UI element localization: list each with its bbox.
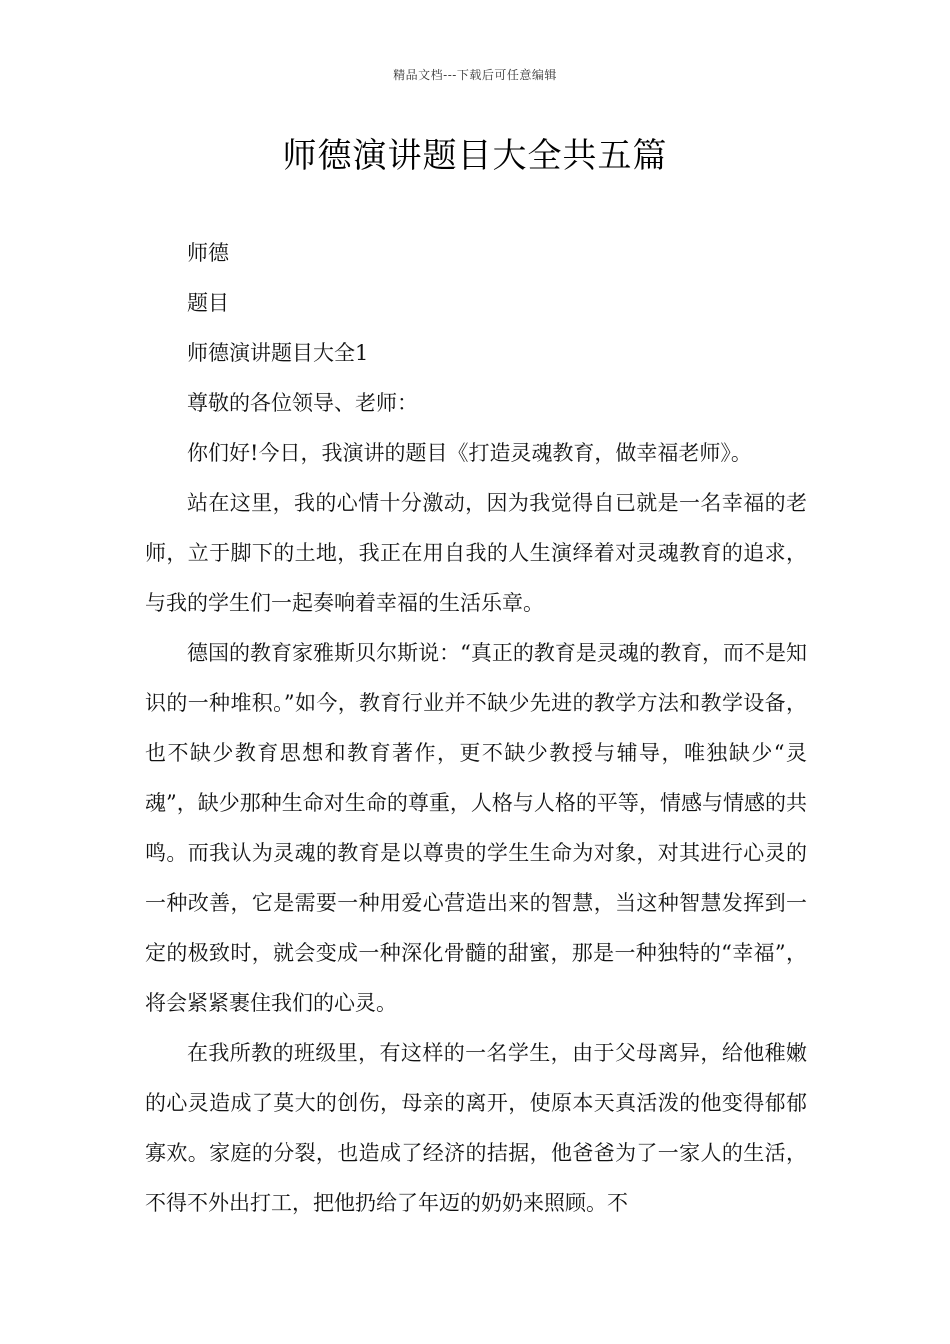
- paragraph: 德国的教育家雅斯贝尔斯说：“真正的教育是灵魂的教育，而不是知识的一种堆积。”如今，教育行业并不缺少先进的教学方法和教学设备，也不缺少教育思想和教育著作，更不缺少教授与辅导，唯独缺少“灵魂”，缺少那种生命对生命的尊重，人格与人格的平等，情感与情感的共鸣。而我认为灵魂的教育是以尊贵的学生生命为对象，对其进行心灵的一种改善，它是需要一种用爱心营造出来的智慧，当这种智慧发挥到一定的极致时，就会变成一种深化骨髓的甜蜜，那是一种独特的“幸福”，将会紧紧裹住我们的心灵。: [145, 641, 807, 1015]
- paragraph: 你们好!今日，我演讲的题目《打造灵魂教育，做幸福老师》。: [187, 441, 752, 465]
- paragraph: 站在这里，我的心情十分激动，因为我觉得自已就是一名幸福的老师，立于脚下的土地，我正在用自我的人生演绎着对灵魂教育的追求，与我的学生们一起奏响着幸福的生活乐章。: [145, 491, 807, 615]
- paragraph: 师德演讲题目大全1: [187, 341, 369, 365]
- paragraph: 尊敬的各位领导、老师：: [187, 391, 418, 415]
- paragraph: 在我所教的班级里，有这样的一名学生，由于父母离异，给他稚嫩的心灵造成了莫大的创伤，母亲的离开，使原本天真活泼的他变得郁郁寡欢。家庭的分裂，也造成了经济的拮据，他爸爸为了一家人的生活，不得不外出打工，把他扔给了年迈的奶奶来照顾。不: [145, 1041, 807, 1215]
- paragraph: 题目: [187, 291, 229, 315]
- document-title: 师德演讲题目大全共五篇: [282, 136, 668, 176]
- paragraph: 师德: [187, 241, 229, 265]
- header-note: 精品文档---下载后可任意编辑: [393, 68, 557, 82]
- document-body: [145, 228, 807, 1228]
